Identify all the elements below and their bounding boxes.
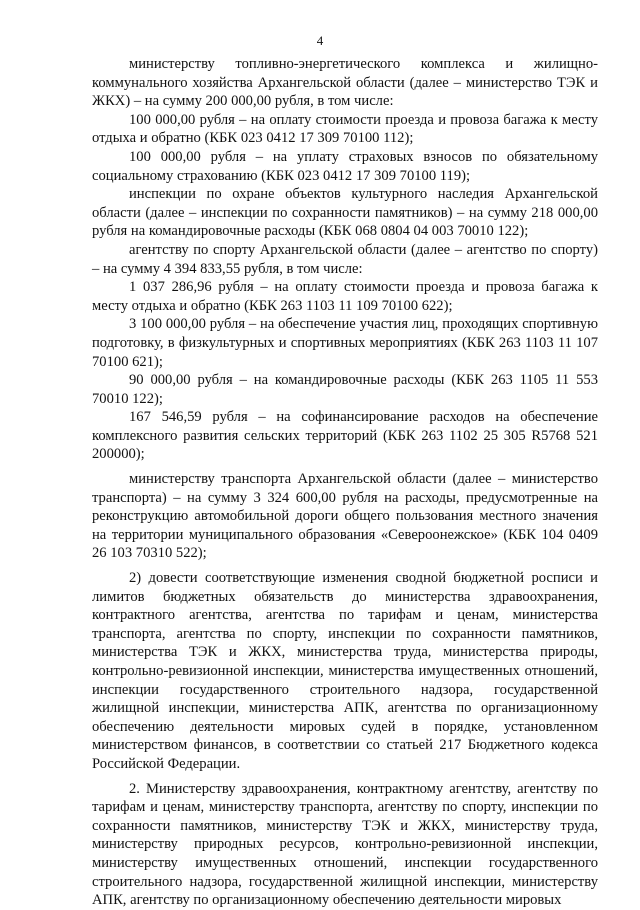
paragraph-sport-business-trips: 90 000,00 рубля – на командировочные расходы (КБК 263 1105 11 553 70010 122); (92, 372, 598, 407)
paragraph-sport-travel: 1 037 286,96 рубля – на оплату стоимости проезда и провоза багажа к месту отдыха и обратно (КБК 263 1103 11 109 70100 622); (92, 279, 598, 314)
paragraph-sport-rural-development: 167 546,59 рубля – на софинансирование расходов на обеспечение комплексного развития сельских территорий (КБК 263 1102 25 305 R5768 521 200000); (92, 409, 598, 463)
paragraph-transport-ministry: министерству транспорта Архангельской области (далее – министерство транспорта) – на сумму 3 324 600,00 рубля на расходы, предусмотренные на реконструкцию автомобильной дороги общего пользования местного значения на территории муниципального образования «Североонежское» (КБК 104 0409 26 103 70310 522); (92, 471, 598, 562)
paragraph-tek-insurance: 100 000,00 рубля – на уплату страховых взносов по обязательному социальному страхованию (КБК 023 0412 17 309 70100 119); (92, 148, 598, 184)
paragraph-section-2: 2. Министерству здравоохранения, контрактному агентству, агентству по тарифам и ценам, министерству транспорта, агентству по спорту, инспекции по сохранности памятников, министерству ТЭК и ЖКХ, министерству труда, министерству природных ресурсов, контрольно-ревизионной инспекции, министерству имущественных отношений, инспекции государственного строительного надзора, государственной жилищной инспекции, министерству АПК, агентству по организационному обеспечению деятельности мировых (92, 780, 598, 909)
paragraph-item-2-notify: 2) довести соответствующие изменения сводной бюджетной росписи и лимитов бюджетных обязательств до министерства здравоохранения, контрактного агентства, агентства по тарифам и ценам, министерства транспорта, агентства по спорту, инспекции по сохранности памятников, министерства ТЭК и ЖКХ, министерства труда, министерства природы, контрольно-ревизионной инспекции, министерства имущественных отношений, инспекции государственного строительного надзора, государственной жилищной инспекции, министерства АПК, агентства по организационному обеспечению деятельности мировых судей в порядке, установленном министерством финансов, в соответствии со статьей 217 Бюджетного кодекса Российской Федерации. (92, 570, 598, 772)
paragraph-tek-travel: 100 000,00 рубля – на оплату стоимости проезда и провоза багажа к месту отдыха и обратно (КБК 023 0412 17 309 70100 112); (92, 111, 598, 147)
paragraph-sport-agency: агентству по спорту Архангельской области (далее – агентство по спорту) – на сумму 4 394 833,55 рубля, в том числе: (92, 241, 598, 277)
paragraph-heritage-inspection: инспекции по охране объектов культурного наследия Архангельской области (далее – инспекции по сохранности памятников) – на сумму 218 000,00 рубля на командировочные расходы (КБК 068 0804 04 003 70010 122); (92, 186, 598, 240)
paragraph-ministry-tek: министерству топливно-энергетического комплекса и жилищно-коммунального хозяйства Архангельской области (далее – министерство ТЭК и ЖКХ) – на сумму 200 000,00 рубля, в том числе: (92, 56, 598, 110)
document-body (92, 55, 598, 910)
paragraph-sport-training: 3 100 000,00 рубля – на обеспечение участия лиц, проходящих спортивную подготовку, в физкультурных и спортивных мероприятиях (КБК 263 1103 11 107 70100 621); (92, 316, 598, 370)
page-number: 4 (316, 33, 324, 48)
